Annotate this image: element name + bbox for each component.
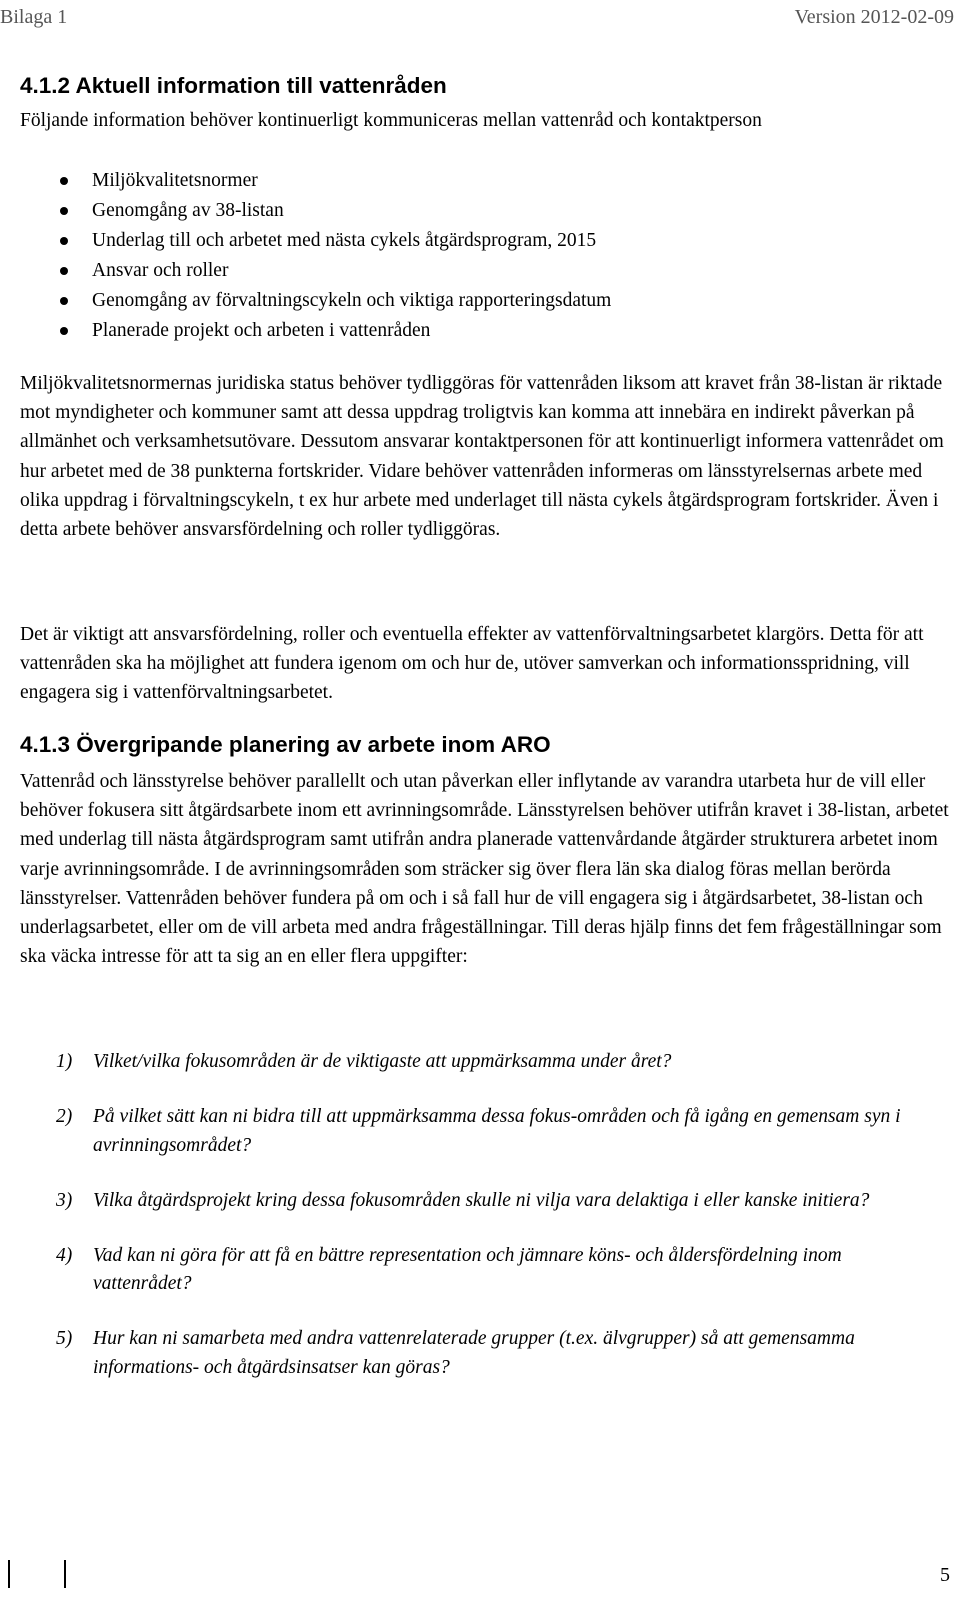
question-text: På vilket sätt kan ni bidra till att uppmärksamma dessa fokus-områden och få igång en gemensam syn i avrinningsområdet? xyxy=(93,1106,901,1156)
list-item-text: Underlag till och arbetet med nästa cykels åtgärdsprogram, 2015 xyxy=(92,229,597,251)
question-text: Vad kan ni göra för att få en bättre representation och jämnare köns- och åldersfördelning inom vattenrådet? xyxy=(93,1244,842,1294)
section2-paragraph: Vattenråd och länsstyrelse behöver parallellt och utan påverkan eller inflytande av varandra utarbeta hur de vill eller behöver fokusera sitt åtgärdsarbete inom ett avrinningsområde. Länsstyrelsen behöver utifrån kravet i 38-listan, arbetet med underlag till nästa åtgärdsprogram samt utifrån andra planerade vattenvårdande åtgärder strukturera arbetet inom varje avrinningsområde. I de avrinningsområden som sträcker sig över flera län ska dialog föras mellan berörda länsstyrelser. Vattenråden behöver fundera på om och i så fall hur de vill engagera sig i åtgärdsarbetet, 38-listan och underlagsarbetet, eller om de vill arbeta med andra frågeställningar. Till deras hjälp finns det fem frågeställningar som ska väcka intresse för att ta sig an en eller flera uppgifter: xyxy=(20,771,949,968)
question-number: 2) xyxy=(56,1106,73,1127)
question-item xyxy=(56,1187,936,1216)
question-list xyxy=(56,1048,936,1409)
question-text: Vilket/vilka fokusområden är de viktigaste att uppmärksamma under året? xyxy=(93,1051,672,1072)
question-number: 1) xyxy=(56,1051,73,1072)
question-text: Hur kan ni samarbeta med andra vattenrelaterade grupper (t.ex. älvgrupper) så att gemensamma informations- och åtgärdsinsatser kan göras? xyxy=(93,1328,855,1378)
bullet-icon xyxy=(60,327,68,335)
question-text: Vilka åtgärdsprojekt kring dessa fokusområden skulle ni vilja vara delaktiga i eller kanske initiera? xyxy=(93,1189,870,1211)
change-bar xyxy=(64,1560,66,1588)
question-item xyxy=(56,1242,936,1299)
header-right: Version 2012-02-09 xyxy=(794,6,954,28)
question-item xyxy=(56,1048,936,1077)
list-item xyxy=(60,166,611,196)
list-item-text: Genomgång av 38-listan xyxy=(92,199,284,221)
bullet-icon xyxy=(60,207,68,215)
list-item xyxy=(60,286,611,316)
section1-intro: Följande information behöver kontinuerligt kommuniceras mellan vattenråd och kontaktperson xyxy=(20,110,762,131)
list-item xyxy=(60,256,611,286)
change-bar xyxy=(8,1560,10,1588)
list-item xyxy=(60,316,611,346)
list-item-text: Miljökvalitetsnormer xyxy=(92,170,258,191)
question-item xyxy=(56,1325,936,1382)
question-number: 5) xyxy=(56,1328,73,1349)
list-item xyxy=(60,196,611,226)
section-heading-413: 4.1.3 Övergripande planering av arbete inom ARO xyxy=(20,732,551,757)
question-number: 4) xyxy=(56,1244,73,1266)
section-heading-412: 4.1.2 Aktuell information till vattenråden xyxy=(20,73,447,98)
list-item-text: Genomgång av förvaltningscykeln och viktiga rapporteringsdatum xyxy=(92,289,612,311)
question-item xyxy=(56,1103,936,1160)
header-left: Bilaga 1 xyxy=(0,6,68,28)
bullet-icon xyxy=(60,267,68,275)
section1-paragraph-1: Miljökvalitetsnormernas juridiska status behöver tydliggöras för vattenråden liksom att kravet från 38-listan är riktade mot myndigheter och kommuner samt att dessa uppdrag troligtvis kan komma att innebära en indirekt påverkan på allmänhet och verksamhetsutövare. Dessutom ansvarar kontaktpersonen för att kontinuerligt informera vattenrådet om hur arbetet med de 38 punkterna fortskrider. Vidare behöver vattenråden informeras om länsstyrelsernas arbete med olika uppdrag i förvaltningscykeln, t ex hur arbete med underlaget till nästa cykels åtgärdsprogram fortskrider. Även i detta arbete behöver ansvarsfördelning och roller tydliggöras. xyxy=(20,373,944,541)
bullet-list xyxy=(60,166,611,345)
bullet-icon xyxy=(60,177,68,185)
list-item-text: Planerade projekt och arbeten i vattenråden xyxy=(92,319,431,341)
question-number: 3) xyxy=(56,1189,73,1211)
bullet-icon xyxy=(60,237,68,245)
bullet-icon xyxy=(60,297,68,305)
section1-paragraph-2: Det är viktigt att ansvarsfördelning, roller och eventuella effekter av vattenförvaltningsarbetet klargörs. Detta för att vattenråden ska ha möjlighet att fundera igenom om och hur de, utöver samverkan och informationsspridning, vill engagera sig i vattenförvaltningsarbetet. xyxy=(20,624,924,704)
page-number: 5 xyxy=(940,1564,950,1586)
list-item xyxy=(60,226,611,256)
list-item-text: Ansvar och roller xyxy=(92,259,229,281)
